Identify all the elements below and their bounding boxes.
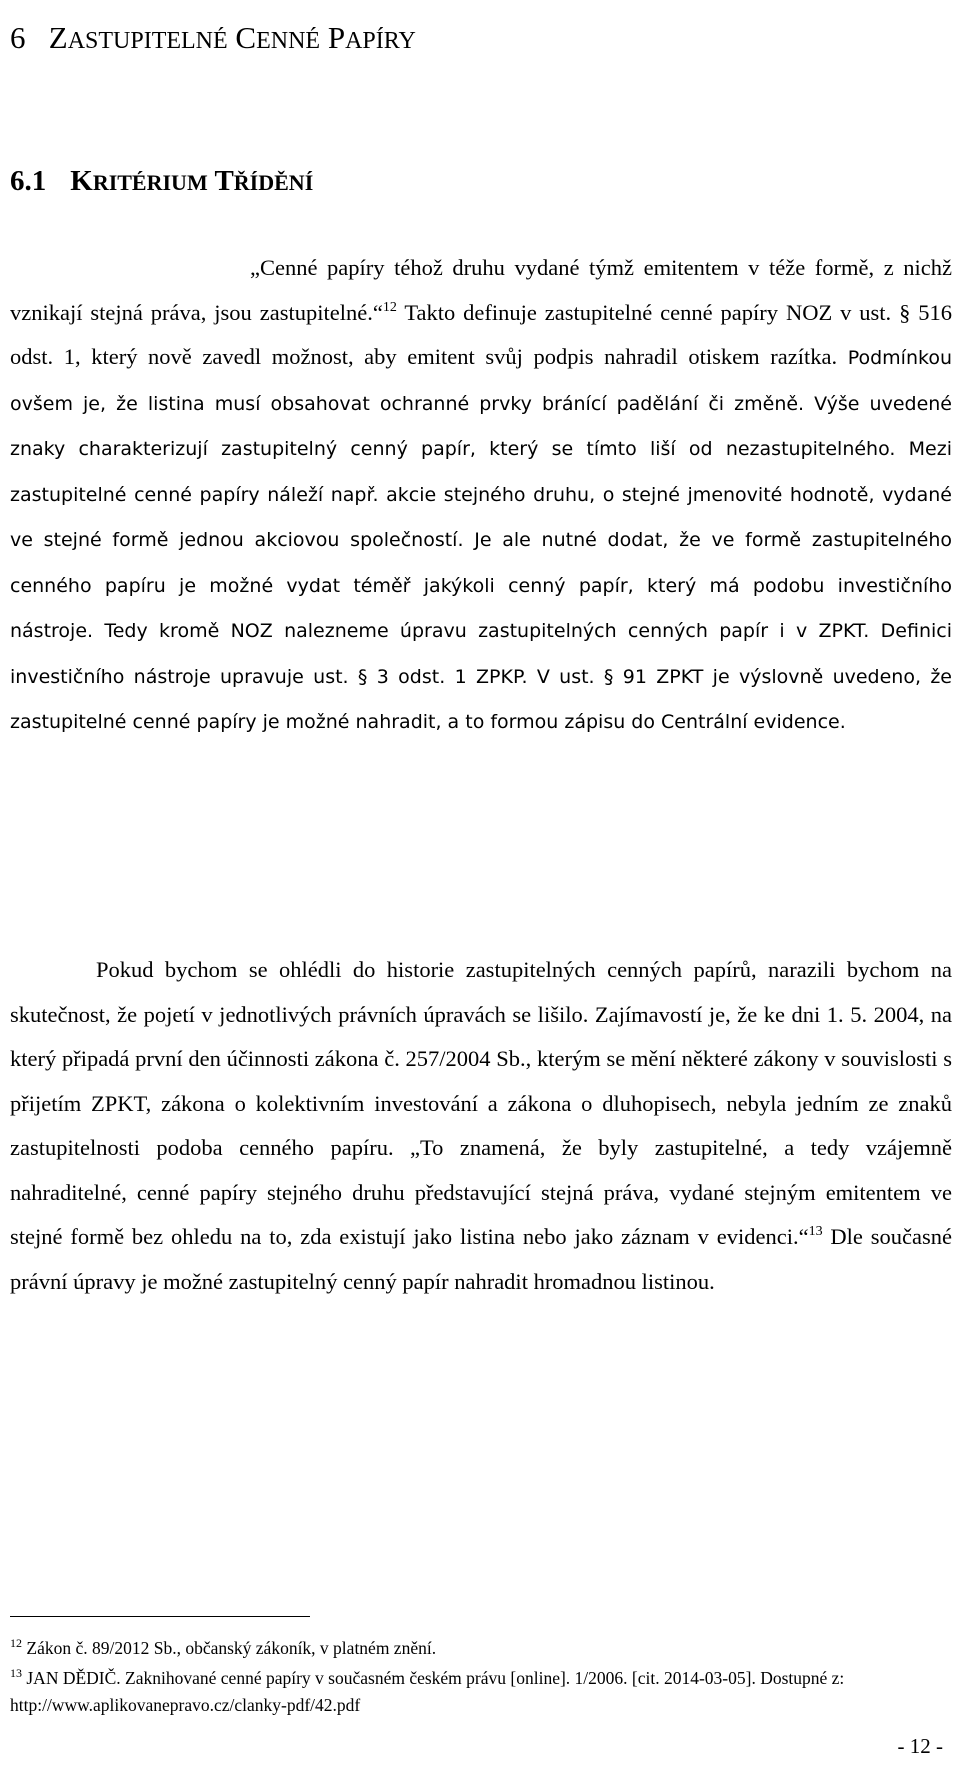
section-title: KRITÉRIUM TŘÍDĚNÍ — [70, 165, 314, 197]
paragraph-text-alt-font: Podmínkou ovšem je, že listina musí obsahovat ochranné prvky bránící padělání či změně. Výše uvedené znaky charakterizují zastupitelný cenný papír, který se tímto liší od nezastupitelného. Mezi zastupitelné cenné papíry náleží např. akcie stejného druhu, o stejné jmenovité hodnotě, vydané ve stejné formě jednou akciovou společností. Je ale nutné dodat, že ve formě zastupitelného cenného papíru je možné vydat téměř jakýkoli cenný papír, který má podobu investičního nástroje. Tedy kromě NOZ nalezneme úpravu zastupitelných cenných papír i v ZPKT. Definici investičního nástroje upravuje ust. § 3 odst. 1 ZPKP. V ust. § 91 ZPKT je výslovně uvedeno, že zastupitelné cenné papíry je možné nahradit, a to formou zápisu do Centrální evidence. — [10, 347, 952, 733]
body-paragraph-1 — [10, 246, 952, 745]
page-number: - 12 - — [897, 1734, 943, 1758]
section-heading — [10, 162, 313, 202]
body-paragraph-2 — [10, 948, 952, 1304]
footnote-ref-13[interactable]: 13 — [808, 1224, 823, 1239]
chapter-heading — [10, 18, 416, 61]
paragraph-text-end: Dle současné právní úpravy je možné zastupitelný cenný papír nahradit hromadnou listinou. — [10, 1224, 952, 1294]
footnote-number: 13 — [10, 1666, 22, 1680]
footnote-text: Zákon č. 89/2012 Sb., občanský zákoník, v platném znění. — [22, 1638, 437, 1658]
footnote-text: JAN DĚDIČ. Zaknihované cenné papíry v současném českém právu [online]. 1/2006. [cit. 2014-03-05]. Dostupné z: http://www.aplikovanepravo.cz/clanky-pdf/42.pdf — [10, 1668, 845, 1715]
chapter-title: ZASTUPITELNÉ CENNÉ PAPÍRY — [48, 20, 416, 55]
footnote-separator — [10, 1616, 310, 1617]
footnote-number: 12 — [10, 1636, 22, 1650]
footnote-ref-12[interactable]: 12 — [382, 299, 397, 315]
section-number: 6.1 — [10, 165, 47, 197]
paragraph-text: Takto definuje zastupitelné cenné papíry NOZ v ust. § 516 odst. 1, který nově zavedl možnost, aby emitent svůj podpis nahradil otiskem razítka. — [10, 299, 952, 369]
chapter-number: 6 — [10, 20, 26, 55]
footnote-12 — [10, 1635, 952, 1662]
quote-text: „Cenné papíry téhož druhu vydané týmž emitentem v téže formě, z nichž vznikají stejná práva, jsou zastupitelné.“ — [10, 255, 952, 325]
footnote-13 — [10, 1665, 952, 1719]
paragraph-text: Pokud bychom se ohlédli do historie zastupitelných cenných papírů, narazili bychom na skutečnost, že pojetí v jednotlivých právních úpravách se lišilo. Zajímavostí je, že ke dni 1. 5. 2004, na který připadá první den účinnosti zákona č. 257/2004 Sb., kterým se mění některé zákony v souvislosti s přijetím ZPKT, zákona o kolektivním investování a zákona o dluhopisech, nebyla jedním ze znaků zastupitelnosti podoba cenného papíru. „To znamená, že byly zastupitelné, a tedy vzájemně nahraditelné, cenné papíry stejného druhu představující stejná práva, vydané stejným emitentem ve stejné formě bez ohledu na to, zda existují jako listina nebo jako záznam v evidenci.“ — [10, 957, 952, 1249]
